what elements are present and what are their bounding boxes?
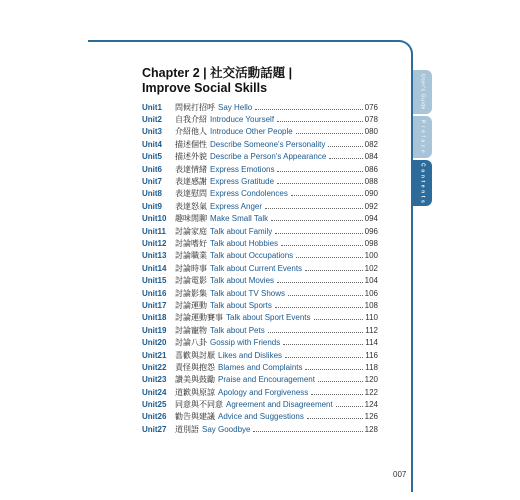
unit-title-zh: 同意與不同意 bbox=[175, 400, 223, 410]
unit-number: Unit1 bbox=[142, 102, 162, 112]
toc-row[interactable] bbox=[142, 101, 378, 113]
toc-row[interactable] bbox=[142, 250, 378, 262]
unit-number: Unit15 bbox=[142, 276, 167, 286]
unit-number: Unit17 bbox=[142, 300, 167, 310]
toc-row[interactable] bbox=[142, 225, 378, 237]
unit-number: Unit16 bbox=[142, 288, 167, 298]
unit-title-zh: 討論家庭 bbox=[175, 226, 207, 236]
unit-number: Unit20 bbox=[142, 338, 167, 348]
unit-title-en: Blames and Complaints bbox=[218, 362, 303, 372]
dot-leader bbox=[275, 233, 362, 234]
toc-row[interactable] bbox=[142, 151, 378, 163]
unit-title-en: Express Condolences bbox=[210, 189, 288, 199]
unit-title-zh: 描述外貌 bbox=[175, 152, 207, 162]
toc-row[interactable] bbox=[142, 336, 378, 348]
unit-page-number: 078 bbox=[364, 115, 378, 125]
chapter-title bbox=[142, 66, 392, 96]
dot-leader bbox=[305, 270, 363, 271]
toc-row[interactable] bbox=[142, 374, 378, 386]
unit-title-zh: 討論運動 bbox=[175, 300, 207, 310]
dot-leader bbox=[255, 109, 362, 110]
toc-row[interactable] bbox=[142, 287, 378, 299]
dot-leader bbox=[285, 357, 363, 358]
unit-title-zh: 表達感謝 bbox=[175, 177, 207, 187]
dot-leader bbox=[307, 418, 363, 419]
dot-leader bbox=[275, 307, 363, 308]
toc-row[interactable] bbox=[142, 411, 378, 423]
unit-number: Unit7 bbox=[142, 177, 162, 187]
unit-page-number: 098 bbox=[364, 238, 378, 248]
toc-row[interactable] bbox=[142, 386, 378, 398]
unit-page-number: 088 bbox=[364, 177, 378, 187]
dot-leader bbox=[318, 381, 363, 382]
unit-title-zh: 討論職業 bbox=[175, 251, 207, 261]
unit-page-number: 118 bbox=[365, 362, 378, 372]
unit-title-en: Agreement and Disagreement bbox=[226, 400, 333, 410]
dot-leader bbox=[277, 171, 362, 172]
dot-leader bbox=[305, 369, 363, 370]
unit-number: Unit4 bbox=[142, 139, 162, 149]
unit-title-en: Talk about Movies bbox=[210, 276, 275, 286]
unit-title-zh: 討論八卦 bbox=[175, 338, 207, 348]
unit-page-number: 076 bbox=[364, 102, 378, 112]
unit-title-en: Express Gratitude bbox=[210, 177, 275, 187]
toc-row[interactable] bbox=[142, 163, 378, 175]
unit-number: Unit2 bbox=[142, 115, 162, 125]
toc-row[interactable] bbox=[142, 237, 378, 249]
unit-number: Unit22 bbox=[142, 362, 167, 372]
unit-number: Unit27 bbox=[142, 424, 167, 434]
tab-users-guide[interactable] bbox=[413, 70, 432, 114]
unit-number: Unit13 bbox=[142, 251, 167, 261]
dot-leader bbox=[296, 133, 363, 134]
unit-title-zh: 討論電影 bbox=[175, 276, 207, 286]
unit-title-en: Describe a Person's Appearance bbox=[210, 152, 327, 162]
unit-title-zh: 勸告與建議 bbox=[175, 412, 215, 422]
toc-row[interactable] bbox=[142, 324, 378, 336]
page-number: 007 bbox=[393, 470, 407, 479]
unit-page-number: 100 bbox=[364, 251, 378, 261]
unit-number: Unit11 bbox=[142, 226, 167, 236]
toc-row[interactable] bbox=[142, 213, 378, 225]
toc-row[interactable] bbox=[142, 113, 378, 125]
unit-title-zh: 討論時事 bbox=[175, 263, 207, 273]
unit-title-en: Advice and Suggestions bbox=[218, 412, 304, 422]
toc-row[interactable] bbox=[142, 349, 378, 361]
unit-number: Unit21 bbox=[142, 350, 167, 360]
unit-page-number: 092 bbox=[364, 201, 378, 211]
unit-number: Unit19 bbox=[142, 325, 167, 335]
unit-page-number: 094 bbox=[364, 214, 378, 224]
toc-row[interactable] bbox=[142, 262, 378, 274]
tab-label: User's Guide bbox=[419, 74, 426, 110]
unit-number: Unit18 bbox=[142, 313, 167, 323]
unit-page-number: 110 bbox=[365, 313, 378, 323]
unit-title-zh: 自我介紹 bbox=[175, 115, 207, 125]
dot-leader bbox=[336, 406, 363, 407]
unit-page-number: 080 bbox=[364, 127, 378, 137]
toc-row[interactable] bbox=[142, 175, 378, 187]
unit-title-zh: 表達情緒 bbox=[175, 164, 207, 174]
unit-title-zh: 表達慰問 bbox=[175, 189, 207, 199]
unit-title-en: Talk about Current Events bbox=[210, 263, 303, 273]
dot-leader bbox=[311, 394, 362, 395]
unit-page-number: 128 bbox=[364, 424, 378, 434]
dot-leader bbox=[253, 431, 362, 432]
unit-number: Unit6 bbox=[142, 164, 162, 174]
dot-leader bbox=[288, 295, 363, 296]
chapter-title-line2: Improve Social Skills bbox=[142, 81, 268, 95]
unit-title-en: Introduce Yourself bbox=[210, 115, 275, 125]
unit-title-en: Express Anger bbox=[210, 201, 263, 211]
dot-leader bbox=[296, 257, 362, 258]
unit-title-en: Praise and Encouragement bbox=[218, 375, 315, 385]
unit-title-en: Talk about Sport Events bbox=[226, 313, 311, 323]
unit-title-zh: 道歉與原諒 bbox=[175, 387, 215, 397]
unit-page-number: 124 bbox=[364, 400, 378, 410]
unit-page-number: 102 bbox=[364, 263, 378, 273]
tab-contents[interactable] bbox=[413, 160, 432, 206]
unit-number: Unit8 bbox=[142, 189, 162, 199]
unit-title-en: Apology and Forgiveness bbox=[218, 387, 309, 397]
toc-row[interactable] bbox=[142, 361, 378, 373]
unit-page-number: 120 bbox=[364, 375, 378, 385]
unit-title-zh: 介紹他人 bbox=[175, 127, 207, 137]
unit-title-en: Talk about Pets bbox=[210, 325, 265, 335]
dot-leader bbox=[291, 195, 363, 196]
unit-page-number: 096 bbox=[364, 226, 378, 236]
unit-title-en: Make Small Talk bbox=[210, 214, 269, 224]
unit-page-number: 126 bbox=[364, 412, 378, 422]
unit-title-zh: 討論運動賽事 bbox=[175, 313, 223, 323]
unit-number: Unit23 bbox=[142, 375, 167, 385]
unit-title-zh: 討論嗜好 bbox=[175, 238, 207, 248]
unit-page-number: 114 bbox=[365, 338, 378, 348]
unit-number: Unit9 bbox=[142, 201, 162, 211]
unit-title-en: Talk about Hobbies bbox=[210, 238, 279, 248]
dot-leader bbox=[277, 121, 363, 122]
toc-row[interactable] bbox=[142, 274, 378, 286]
unit-title-zh: 趣味閒聊 bbox=[175, 214, 207, 224]
unit-number: Unit26 bbox=[142, 412, 167, 422]
toc-row[interactable] bbox=[142, 312, 378, 324]
unit-page-number: 082 bbox=[364, 139, 378, 149]
unit-number: Unit3 bbox=[142, 127, 162, 137]
unit-title-zh: 討論影集 bbox=[175, 288, 207, 298]
toc-row[interactable] bbox=[142, 126, 378, 138]
unit-page-number: 122 bbox=[364, 387, 378, 397]
toc-row[interactable] bbox=[142, 299, 378, 311]
unit-title-zh: 責怪與抱怨 bbox=[175, 362, 215, 372]
dot-leader bbox=[277, 282, 363, 283]
unit-title-en: Talk about TV Shows bbox=[210, 288, 286, 298]
unit-page-number: 106 bbox=[364, 288, 378, 298]
unit-number: Unit24 bbox=[142, 387, 167, 397]
unit-page-number: 104 bbox=[364, 276, 378, 286]
unit-title-zh: 討論寵物 bbox=[175, 325, 207, 335]
unit-number: Unit14 bbox=[142, 263, 167, 273]
unit-page-number: 084 bbox=[364, 152, 378, 162]
dot-leader bbox=[329, 158, 362, 159]
unit-title-zh: 讚美與鼓勵 bbox=[175, 375, 215, 385]
tab-label: C o n t e n t s bbox=[419, 162, 426, 204]
unit-page-number: 086 bbox=[364, 164, 378, 174]
dot-leader bbox=[281, 245, 363, 246]
dot-leader bbox=[328, 146, 362, 147]
unit-title-zh: 問候打招呼 bbox=[175, 102, 215, 112]
unit-title-en: Introduce Other People bbox=[210, 127, 293, 137]
dot-leader bbox=[277, 183, 363, 184]
unit-number: Unit5 bbox=[142, 152, 162, 162]
unit-title-en: Gossip with Friends bbox=[210, 338, 281, 348]
chapter-title-line1: Chapter 2 | 社交活動話題 | bbox=[142, 66, 293, 80]
unit-title-zh: 表達怒氣 bbox=[175, 201, 207, 211]
unit-page-number: 112 bbox=[365, 325, 378, 335]
toc-row[interactable] bbox=[142, 138, 378, 150]
dot-leader bbox=[283, 344, 363, 345]
unit-number: Unit10 bbox=[142, 214, 167, 224]
unit-page-number: 116 bbox=[365, 350, 378, 360]
unit-title-en: Talk about Occupations bbox=[210, 251, 294, 261]
toc-row[interactable] bbox=[142, 200, 378, 212]
unit-title-zh: 描述個性 bbox=[175, 139, 207, 149]
unit-title-en: Say Goodbye bbox=[202, 424, 251, 434]
toc-row[interactable] bbox=[142, 188, 378, 200]
tab-label: P r e f a c e bbox=[419, 120, 426, 154]
toc-row[interactable] bbox=[142, 398, 378, 410]
unit-title-en: Talk about Sports bbox=[210, 300, 272, 310]
tab-preface[interactable] bbox=[413, 116, 432, 158]
unit-title-en: Likes and Dislikes bbox=[218, 350, 283, 360]
unit-page-number: 090 bbox=[364, 189, 378, 199]
unit-number: Unit12 bbox=[142, 238, 167, 248]
toc-row[interactable] bbox=[142, 423, 378, 435]
dot-leader bbox=[268, 332, 364, 333]
dot-leader bbox=[271, 220, 363, 221]
dot-leader bbox=[265, 208, 363, 209]
unit-title-zh: 道別語 bbox=[175, 424, 199, 434]
unit-title-zh: 喜歡與討厭 bbox=[175, 350, 215, 360]
unit-page-number: 108 bbox=[364, 300, 378, 310]
table-of-contents bbox=[142, 101, 378, 436]
unit-title-en: Express Emotions bbox=[210, 164, 275, 174]
dot-leader bbox=[314, 319, 364, 320]
unit-title-en: Describe Someone's Personality bbox=[210, 139, 326, 149]
unit-title-en: Say Hello bbox=[218, 102, 253, 112]
unit-title-en: Talk about Family bbox=[210, 226, 273, 236]
unit-number: Unit25 bbox=[142, 400, 167, 410]
